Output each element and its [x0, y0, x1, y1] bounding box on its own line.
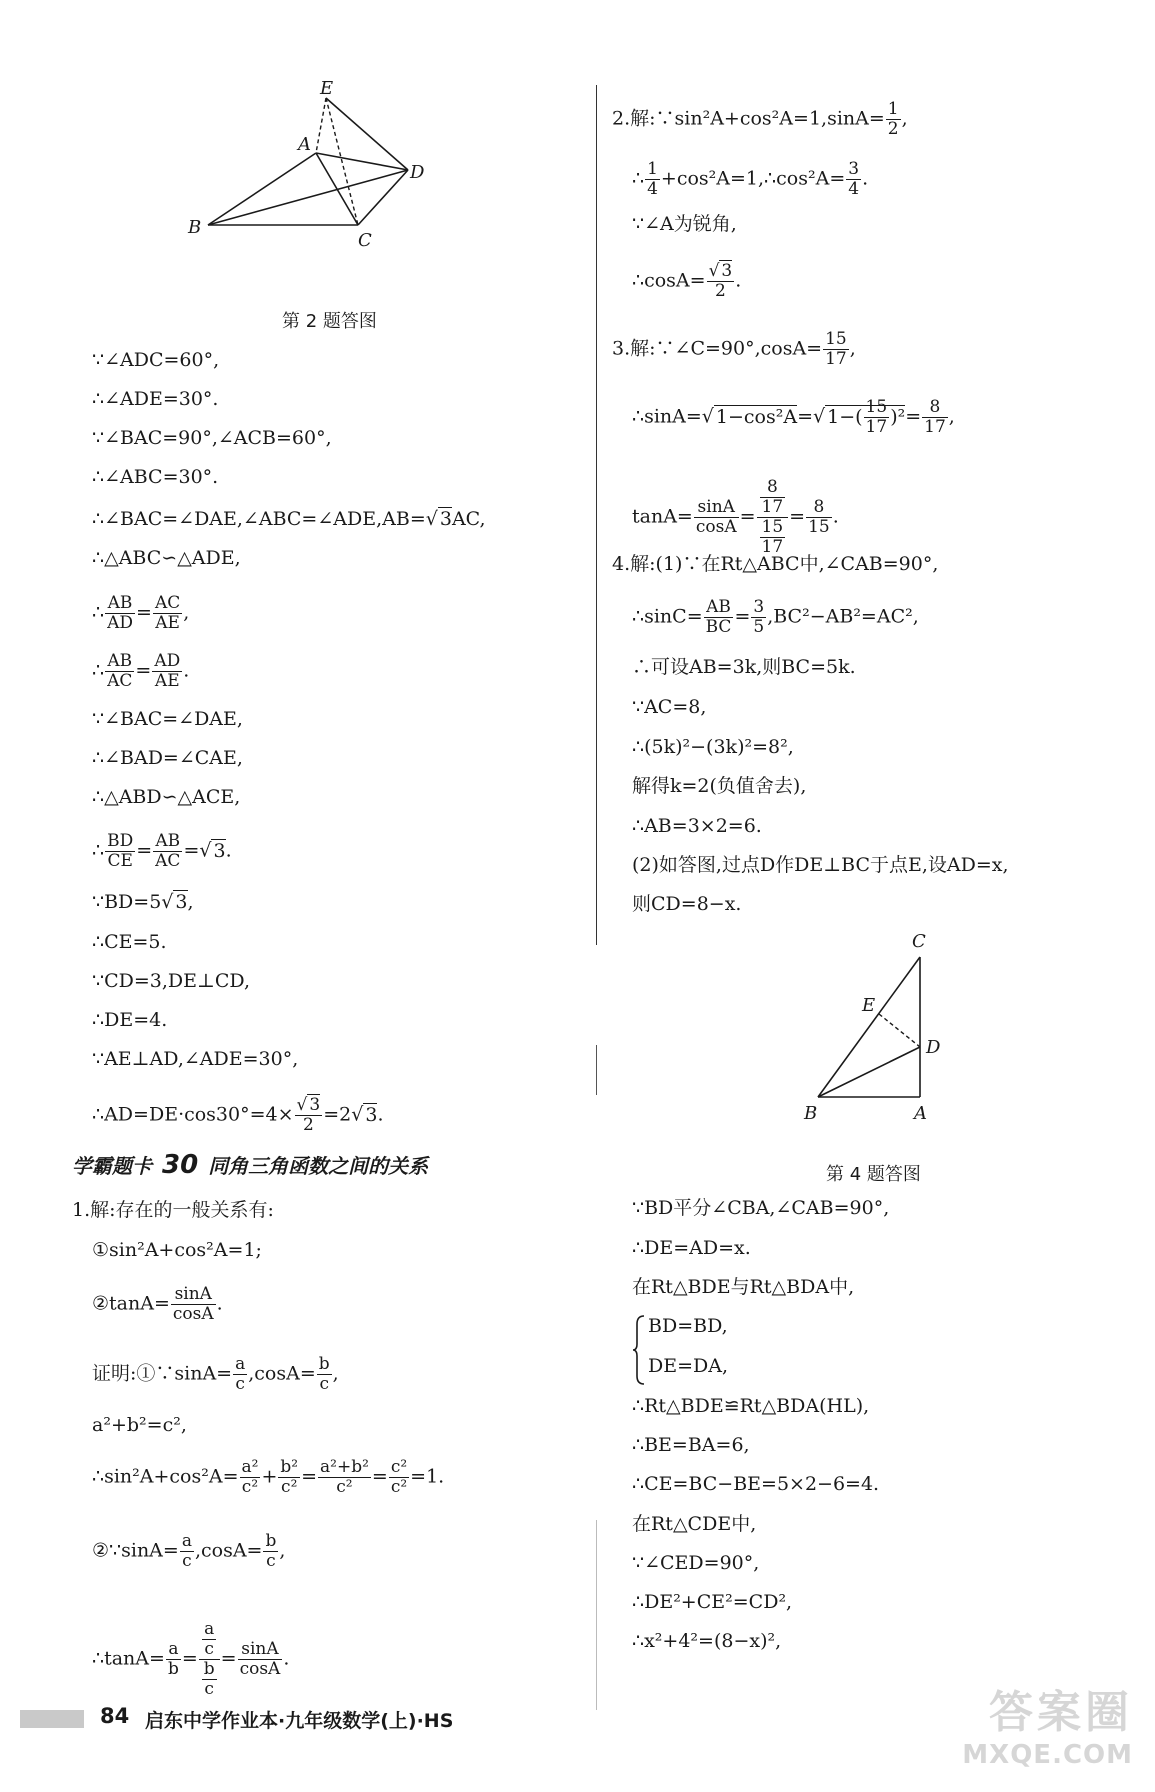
- column-divider: [596, 85, 597, 945]
- numerator: b: [265, 1531, 277, 1551]
- label-D: D: [410, 162, 425, 183]
- fraction: [202, 1620, 216, 1659]
- fraction: [240, 1458, 261, 1497]
- fraction: [707, 262, 735, 301]
- text-line: DE=DA,: [648, 1355, 729, 1377]
- denominator: c: [204, 1639, 214, 1659]
- text-segment: +cos²A=1,∴cos²A=: [660, 167, 846, 190]
- text-segment: .: [216, 1292, 223, 1315]
- label-A: A: [298, 134, 311, 155]
- fraction: [389, 1458, 409, 1497]
- text-line: ∵AC=8,: [632, 696, 707, 718]
- denominator: c: [266, 1551, 276, 1571]
- text-line: [612, 330, 856, 369]
- segment-BC: [818, 957, 920, 1097]
- numerator: a: [204, 1619, 215, 1639]
- fraction: [317, 1355, 332, 1394]
- numerator: 8: [922, 398, 948, 418]
- numerator: [199, 1620, 220, 1660]
- text-segment: =: [905, 405, 922, 428]
- column-divider: [596, 1045, 597, 1095]
- complex-fraction: [199, 1620, 220, 1699]
- fraction: [922, 398, 948, 437]
- fraction: [153, 594, 182, 633]
- text-line: ∵∠CED=90°,: [632, 1552, 760, 1574]
- text-line: 在Rt△BDE与Rt△BDA中,: [632, 1276, 855, 1298]
- text-segment: ,: [332, 1362, 339, 1385]
- label-B: B: [188, 217, 202, 238]
- text-segment: ②tanA=: [92, 1292, 170, 1315]
- fraction: [166, 1640, 181, 1679]
- text-line: ∴AD=DE·cos30°=4× $\frac{√ 3}{2}$ =2√ 3.: [92, 1095, 384, 1135]
- text-segment: 证明:①∵sinA=: [92, 1362, 233, 1385]
- denominator: 4: [647, 179, 658, 199]
- segment-AC: [316, 153, 358, 225]
- text-segment: ∴: [92, 601, 105, 624]
- book-title: 启东中学作业本·九年级数学(上)·HS: [145, 1710, 454, 1732]
- fraction: [295, 1096, 323, 1135]
- text-segment: =1.: [410, 1465, 445, 1488]
- text-segment: .: [283, 1647, 290, 1670]
- watermark: [962, 1676, 1133, 1770]
- text-segment: ∴sinC=: [632, 605, 703, 628]
- text-segment: =: [739, 505, 756, 528]
- text-line: ∵BD=5√ 3,: [92, 891, 194, 913]
- fraction: [645, 160, 660, 199]
- text-segment: ∴∠BAC=∠DAE,∠ABC=∠ADE,AB=: [92, 508, 426, 530]
- text-segment: .: [377, 1103, 384, 1126]
- text-line: (2)如答图,过点D作DE⊥BC于点E,设AD=x,: [632, 854, 1009, 876]
- text-line: ∴ $\frac{BD}{CE}$ = $\frac{AB}{AC}$ =√ 3.: [92, 831, 232, 871]
- text-line: ∴∠ADE=30°.: [92, 388, 219, 410]
- text-segment: =: [789, 505, 806, 528]
- segment-ED-dashed: [879, 1014, 920, 1047]
- text-segment: ,: [187, 891, 194, 913]
- label-B: B: [804, 1103, 818, 1124]
- numerator: 3: [848, 159, 860, 179]
- text-line: [92, 594, 189, 633]
- text-line: ∴CE=BC−BE=5×2−6=4.: [632, 1473, 880, 1495]
- text-line: 在Rt△CDE中,: [632, 1513, 757, 1535]
- text-line: [92, 1620, 289, 1699]
- text-segment: .: [225, 839, 232, 862]
- text-line: ∴∠BAD=∠CAE,: [92, 747, 243, 769]
- numerator: AB: [704, 598, 734, 618]
- numerator: AB: [153, 832, 182, 852]
- text-line: ∴Rt△BDE≌Rt△BDA(HL),: [632, 1395, 870, 1417]
- column-divider: [596, 1520, 597, 1710]
- denominator: AC: [155, 851, 181, 871]
- text-segment: .: [183, 659, 190, 682]
- text-line: ∴x²+4²=(8−x)²,: [632, 1630, 782, 1652]
- sqrt-value: 1−cos²A: [715, 405, 798, 428]
- denominator: b: [167, 1659, 179, 1679]
- label-D: D: [926, 1037, 941, 1058]
- sqrt-value: [825, 397, 906, 437]
- fraction: [823, 330, 849, 369]
- label-E: E: [320, 80, 334, 99]
- text-segment: =: [135, 659, 152, 682]
- brace-icon: [632, 1314, 646, 1386]
- numerator: sinA: [694, 498, 739, 518]
- text-line: [92, 1285, 223, 1324]
- numerator: a²+b²: [320, 1457, 369, 1477]
- denominator: 15: [808, 517, 830, 537]
- fraction: [105, 832, 135, 871]
- numerator: √ 3: [708, 261, 733, 281]
- text-line: ∴BE=BA=6,: [632, 1434, 750, 1456]
- numerator: 15: [761, 517, 784, 537]
- text-line: ∵∠A为锐角,: [632, 213, 737, 235]
- text-line: a²+b²=c²,: [92, 1414, 187, 1436]
- complex-fraction: [757, 478, 789, 557]
- figure-problem-2: [180, 80, 480, 280]
- numerator: 8: [760, 478, 786, 498]
- text-line: [612, 100, 908, 139]
- denominator: AE: [154, 671, 180, 691]
- label-C: C: [358, 230, 372, 251]
- text-segment: )²: [890, 405, 906, 428]
- text-segment: ∴AD=DE·cos30°=4×: [92, 1103, 294, 1126]
- text-segment: =: [371, 1465, 388, 1488]
- text-segment: =: [734, 605, 751, 628]
- numerator: BD: [107, 831, 134, 851]
- text-segment: ∴: [632, 167, 645, 190]
- section-heading: [72, 1150, 428, 1180]
- denominator: 17: [761, 537, 784, 557]
- sqrt-value: 3: [721, 261, 733, 281]
- denominator: 5: [753, 617, 765, 637]
- denominator: BC: [705, 617, 732, 637]
- numerator: a: [166, 1640, 181, 1660]
- text-line: [632, 478, 839, 557]
- fraction: [846, 160, 861, 199]
- denominator: AD: [107, 613, 134, 633]
- fraction: [238, 1640, 283, 1679]
- text-line: ∵AE⊥AD,∠ADE=30°,: [92, 1048, 299, 1070]
- text-line: 1.解:存在的一般关系有:: [72, 1199, 274, 1221]
- denominator: c: [319, 1374, 329, 1394]
- label-A: A: [914, 1103, 927, 1124]
- numerator: √ 3: [296, 1095, 321, 1115]
- denominator: c²: [281, 1477, 298, 1497]
- numerator: b: [203, 1659, 215, 1679]
- text-line: ∵∠ADC=60°,: [92, 349, 220, 371]
- text-segment: =: [136, 839, 153, 862]
- sqrt-value: 3: [439, 508, 452, 530]
- denominator: c: [235, 1374, 245, 1394]
- denominator: c²: [241, 1477, 259, 1497]
- numerator: a: [181, 1531, 192, 1551]
- numerator: a²: [241, 1457, 259, 1477]
- denominator: cosA: [695, 517, 737, 537]
- numerator: sinA: [171, 1285, 216, 1305]
- text-segment: ∵BD=5: [92, 891, 162, 913]
- fraction: [105, 652, 134, 691]
- segment-ED: [326, 98, 408, 170]
- text-line: ∴∠ABC=30°.: [92, 466, 219, 488]
- numerator: 15: [865, 397, 888, 417]
- fraction: [105, 594, 135, 633]
- numerator: 3: [753, 597, 765, 617]
- text-segment: AC,: [451, 508, 486, 530]
- text-line: ∴可设AB=3k,则BC=5k.: [632, 656, 856, 678]
- numerator: 1: [887, 99, 899, 119]
- text-segment: ,: [183, 601, 190, 624]
- numerator: sinA: [238, 1640, 283, 1660]
- numerator: 15: [825, 329, 847, 349]
- text-line: ∴CE=5.: [92, 931, 167, 953]
- text-segment: ∴: [92, 839, 105, 862]
- text-segment: 1−(: [827, 405, 863, 428]
- text-line: 解得k=2(负值舍去),: [632, 775, 807, 797]
- segment-BD: [818, 1047, 920, 1097]
- watermark-text: 答案圈: [989, 1687, 1133, 1738]
- text-segment: ,: [279, 1539, 286, 1562]
- section-number: 30: [162, 1150, 199, 1180]
- text-line: [632, 160, 868, 199]
- label-C: C: [912, 931, 926, 952]
- fraction: [152, 652, 182, 691]
- numerator: 8: [806, 498, 832, 518]
- text-segment: ,BC²−AB²=AC²,: [767, 605, 919, 628]
- denominator: 17: [924, 417, 946, 437]
- text-line: ∵∠BAC=∠DAE,: [92, 708, 243, 730]
- fraction: [864, 398, 890, 437]
- fraction: [751, 598, 766, 637]
- sqrt-value: 3: [213, 839, 226, 862]
- denominator: 4: [848, 179, 860, 199]
- text-segment: ,: [849, 337, 856, 360]
- denominator: c²: [336, 1477, 353, 1497]
- fraction: [806, 498, 832, 537]
- text-line: [92, 1532, 285, 1571]
- text-line: ∴sinA=√ 1−cos²A=√ 1−( $\frac{15}{17}$ )²= $\frac{8}{17}$ ,: [632, 397, 955, 437]
- text-line: ∴△ABC∽△ADE,: [92, 547, 241, 569]
- text-segment: ∴sin²A+cos²A=: [92, 1465, 239, 1488]
- segment-AD: [316, 153, 408, 170]
- text-line: 则CD=8−x.: [632, 893, 742, 915]
- denominator: 2: [302, 1115, 314, 1135]
- text-line: ∴DE²+CE²=CD²,: [632, 1591, 793, 1613]
- label-E: E: [862, 995, 876, 1016]
- text-line: [632, 262, 741, 301]
- fraction: [233, 1355, 247, 1394]
- section-label: 学霸题卡: [72, 1154, 152, 1178]
- segment-BD: [208, 170, 408, 225]
- section-title: 同角三角函数之间的关系: [208, 1154, 429, 1178]
- text-segment: =: [136, 601, 152, 624]
- numerator: c²: [390, 1457, 408, 1477]
- denominator: 17: [865, 417, 888, 437]
- text-line: [632, 598, 919, 637]
- numerator: AC: [154, 593, 181, 613]
- text-line: ∴∠BAC=∠DAE,∠ABC=∠ADE,AB=√ 3AC,: [92, 508, 486, 530]
- numerator: 1: [647, 159, 658, 179]
- denominator: 17: [761, 497, 784, 517]
- text-line: ∴DE=AD=x.: [632, 1237, 751, 1259]
- text-segment: tanA=: [632, 505, 693, 528]
- text-segment: =: [220, 1647, 237, 1670]
- numerator: a: [235, 1354, 246, 1374]
- segment-BA: [208, 153, 316, 225]
- denominator: [199, 1660, 220, 1699]
- page-number: 84: [100, 1704, 130, 1728]
- text-line: ∵CD=3,DE⊥CD,: [92, 970, 251, 992]
- text-line: [92, 1355, 339, 1394]
- figure-problem-4: [800, 925, 960, 1125]
- fraction: [694, 498, 739, 537]
- text-segment: ,: [901, 107, 908, 130]
- text-segment: .: [832, 505, 839, 528]
- numerator: AB: [105, 652, 134, 672]
- denominator: 2: [714, 281, 726, 301]
- text-line: [92, 1458, 444, 1497]
- fraction: [202, 1660, 217, 1699]
- fraction: [180, 1532, 194, 1571]
- denominator: CE: [107, 851, 133, 871]
- text-line: ①sin²A+cos²A=1;: [92, 1239, 262, 1261]
- text-segment: ,cosA=: [194, 1539, 263, 1562]
- sqrt-value: 3: [365, 1103, 378, 1126]
- fraction: [278, 1458, 300, 1497]
- fraction: [153, 832, 182, 871]
- footer-decoration-bar: [20, 1710, 84, 1728]
- denominator: 2: [887, 119, 899, 139]
- numerator: b²: [280, 1457, 299, 1477]
- text-segment: ,: [948, 405, 955, 428]
- text-segment: =: [181, 1647, 198, 1670]
- text-segment: ∴tanA=: [92, 1647, 165, 1670]
- text-segment: ∴: [92, 659, 105, 682]
- text-segment: 3.解:∵∠C=90°,cosA=: [612, 337, 823, 360]
- denominator: AE: [155, 613, 180, 633]
- text-segment: ∴sinA=: [632, 405, 702, 428]
- segment-EC-dashed: [326, 98, 358, 225]
- sqrt-value: 3: [309, 1095, 321, 1115]
- watermark-url: MXQE.COM: [962, 1740, 1133, 1770]
- text-line: ∴DE=4.: [92, 1009, 168, 1031]
- numerator: b: [318, 1354, 330, 1374]
- denominator: c: [204, 1679, 214, 1699]
- figure-4-caption: 第 4 题答图: [826, 1164, 921, 1185]
- text-segment: ②∵sinA=: [92, 1539, 179, 1562]
- numerator: [757, 478, 789, 518]
- text-line: ∴AB=3×2=6.: [632, 815, 762, 837]
- text-line: BD=BD,: [648, 1315, 728, 1337]
- fraction: [171, 1285, 216, 1324]
- text-line: ∵∠BAC=90°,∠ACB=60°,: [92, 427, 332, 449]
- denominator: cosA: [172, 1304, 214, 1324]
- numerator: AB: [105, 594, 135, 614]
- fraction: [886, 100, 901, 139]
- text-line: 4.解:(1)∵在Rt△ABC中,∠CAB=90°,: [612, 553, 939, 575]
- text-segment: =2: [323, 1103, 352, 1126]
- text-line: ∴(5k)²−(3k)²=8²,: [632, 736, 794, 758]
- text-segment: =: [183, 839, 200, 862]
- segment-CD: [358, 170, 408, 225]
- figure-2-caption: 第 2 题答图: [282, 311, 377, 332]
- text-segment: 2.解:∵sin²A+cos²A=1,sinA=: [612, 107, 885, 130]
- text-segment: =: [797, 405, 814, 428]
- fraction: [318, 1458, 371, 1497]
- text-line: ∴△ABD∽△ACE,: [92, 786, 241, 808]
- denominator: c²: [390, 1477, 408, 1497]
- denominator: cosA: [239, 1659, 281, 1679]
- sqrt-value: 3: [175, 891, 188, 913]
- text-segment: ∴cosA=: [632, 269, 706, 292]
- text-segment: ,cosA=: [248, 1362, 316, 1385]
- denominator: c: [182, 1551, 192, 1571]
- denominator: 17: [825, 349, 847, 369]
- text-segment: =: [301, 1465, 317, 1488]
- text-segment: .: [735, 269, 742, 292]
- text-line: ∵BD平分∠CBA,∠CAB=90°,: [632, 1197, 890, 1219]
- fraction: [760, 478, 786, 517]
- text-line: [92, 652, 189, 691]
- denominator: AC: [107, 671, 133, 691]
- text-segment: +: [261, 1465, 278, 1488]
- fraction: [263, 1532, 278, 1571]
- numerator: AD: [154, 651, 181, 671]
- page-footer: [20, 1700, 720, 1740]
- fraction: [704, 598, 734, 637]
- segment-EA-dashed: [316, 98, 326, 153]
- text-segment: .: [862, 167, 869, 190]
